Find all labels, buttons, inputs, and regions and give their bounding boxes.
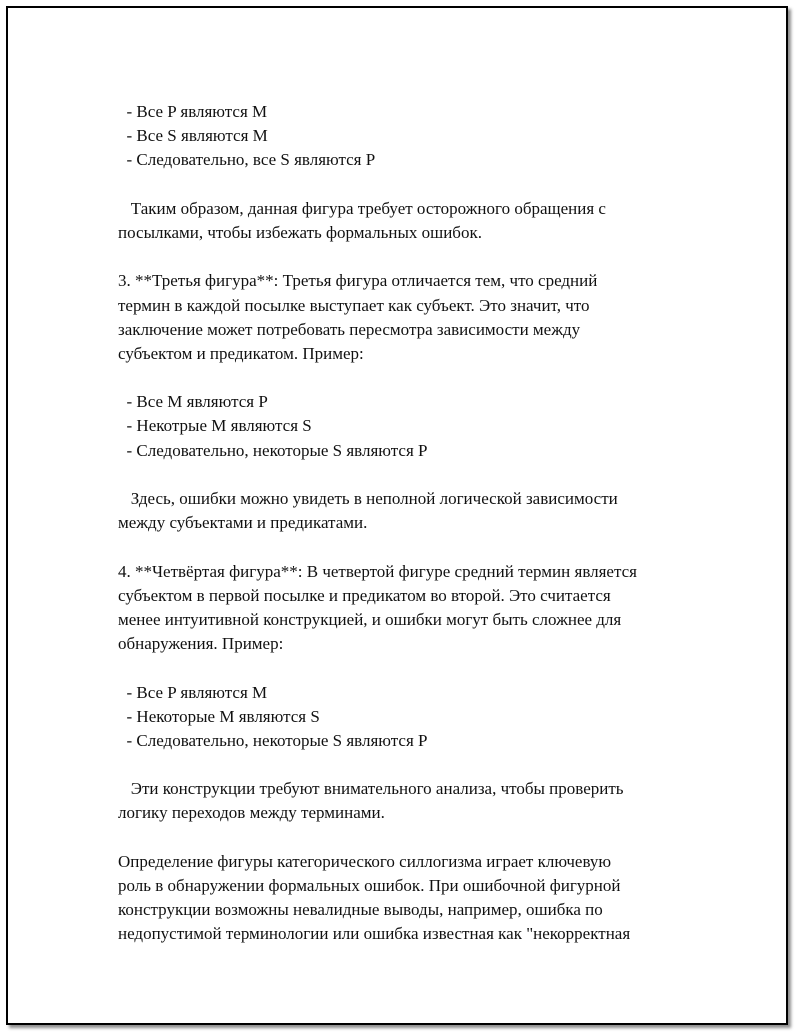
text-line: термин в каждой посылке выступает как субъект. Это значит, что xyxy=(118,295,590,315)
fourth-figure-conclusion xyxy=(118,777,698,825)
third-figure-paragraph xyxy=(118,269,698,366)
text-line: Эти конструкции требуют внимательного анализа, чтобы проверить xyxy=(118,779,624,799)
text-line: менее интуитивной конструкцией, и ошибки могут быть сложнее для xyxy=(118,609,622,629)
text-line: субъектом в первой посылке и предикатом во второй. Это считается xyxy=(118,585,611,605)
list-item: - Следовательно, некоторые S являются P xyxy=(118,440,428,460)
list-item: - Следовательно, некоторые S являются P xyxy=(118,730,428,750)
list-item: - Некотрые M являются S xyxy=(118,416,312,436)
list-item: - Следовательно, все S являются P xyxy=(118,150,376,170)
syllogism-example-2-list xyxy=(118,100,698,173)
text-line: Определение фигуры категорического силлогизма играет ключевую xyxy=(118,851,612,871)
list-item: - Некоторые M являются S xyxy=(118,706,320,726)
text-line: Здесь, ошибки можно увидеть в неполной логической зависимости xyxy=(118,489,618,508)
list-item: - Все M являются P xyxy=(118,392,268,412)
list-item: - Все P являются M xyxy=(118,682,268,702)
text-line: 3. **Третья фигура**: Третья фигура отличается тем, что средний xyxy=(118,271,598,291)
text-line: конструкции возможны невалидные выводы, например, ошибка по xyxy=(118,900,603,920)
text-line: роль в обнаружении формальных ошибок. При ошибочной фигурной xyxy=(118,876,621,895)
text-line: обнаружения. Пример: xyxy=(118,634,284,654)
text-line: субъектом и предикатом. Пример: xyxy=(118,343,364,363)
second-figure-conclusion xyxy=(118,197,698,245)
third-figure-conclusion xyxy=(118,487,698,535)
text-line: посылками, чтобы избежать формальных ошибок. xyxy=(118,222,482,242)
list-item: - Все P являются M xyxy=(118,102,268,121)
summary-paragraph xyxy=(118,850,698,947)
text-line: логику переходов между терминами. xyxy=(118,803,385,823)
third-figure-example-list xyxy=(118,390,698,463)
text-line: Таким образом, данная фигура требует осторожного обращения с xyxy=(118,198,606,218)
document-page xyxy=(6,6,788,1025)
text-line: недопустимой терминологии или ошибка известная как "некорректная xyxy=(118,924,631,944)
text-line: заключение может потребовать пересмотра зависимости между xyxy=(118,319,581,339)
list-item: - Все S являются M xyxy=(118,126,268,146)
fourth-figure-paragraph xyxy=(118,560,698,657)
document-text xyxy=(118,100,698,947)
fourth-figure-example-list xyxy=(118,681,698,754)
text-line: между субъектами и предикатами. xyxy=(118,513,368,533)
text-line: 4. **Четвёртая фигура**: В четвертой фигуре средний термин является xyxy=(118,561,637,581)
